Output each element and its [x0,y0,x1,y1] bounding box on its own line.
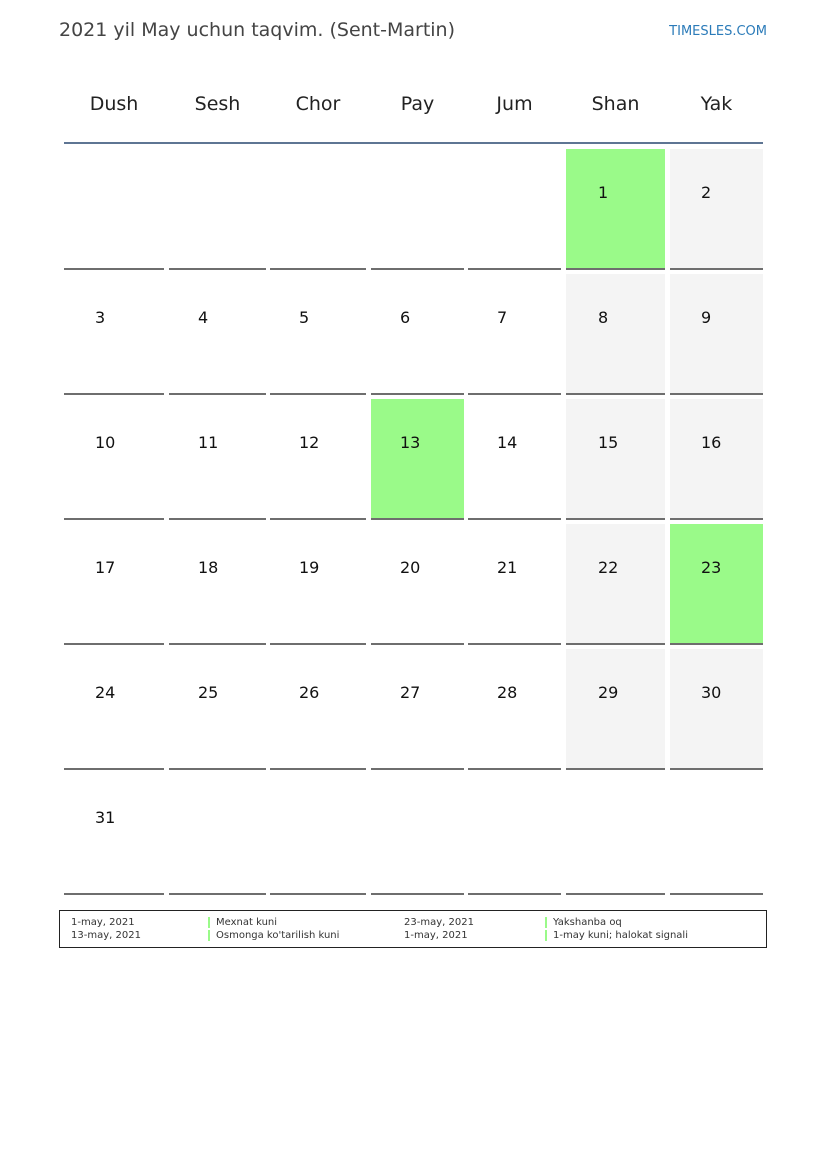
calendar-day-cell [270,274,366,395]
day-number: 17 [95,558,116,577]
weekday-label: Shan [591,93,640,115]
weekday-label: Chor [295,93,341,115]
calendar-day-cell [64,524,164,645]
day-number: 21 [497,558,518,577]
legend-color-marker [208,917,210,928]
holiday-legend [59,910,767,948]
calendar-day-cell [371,274,464,395]
calendar-empty-cell [169,145,266,270]
day-number: 31 [95,808,116,827]
day-number: 3 [95,308,106,327]
calendar-day-cell [670,649,763,770]
day-number: 29 [598,683,619,702]
day-number: 30 [701,683,722,702]
calendar-day-cell [566,649,665,770]
page-title: 2021 yil May uchun taqvim. (Sent-Martin) [59,19,456,41]
calendar-day-cell [270,649,366,770]
weekday-label: Sesh [194,93,241,115]
calendar-day-cell [270,524,366,645]
legend-holiday-name: Mexnat kuni [216,917,278,928]
day-number: 15 [598,433,619,452]
calendar-day-cell [64,649,164,770]
day-number: 10 [95,433,116,452]
calendar-empty-cell [64,145,164,270]
calendar-empty-cell [371,774,464,895]
calendar-day-cell [670,274,763,395]
calendar-day-cell [670,149,763,270]
legend-date: 1-may, 2021 [71,917,135,928]
calendar-empty-cell [169,774,266,895]
calendar-day-cell [371,649,464,770]
calendar-empty-cell [270,145,366,270]
day-number: 28 [497,683,518,702]
calendar-empty-cell [566,774,665,895]
legend-date: 1-may, 2021 [404,930,468,941]
day-number: 11 [198,433,219,452]
day-number: 9 [701,308,712,327]
calendar-day-cell [468,274,561,395]
calendar-day-cell [169,524,266,645]
calendar-day-cell [169,274,266,395]
day-number: 24 [95,683,116,702]
calendar-day-cell [566,524,665,645]
legend-holiday-name: 1-may kuni; halokat signali [553,930,688,941]
calendar-day-cell [270,399,366,520]
weekday-label: Dush [89,93,139,115]
brand-link[interactable]: TIMESLES.COM [669,24,767,39]
day-number: 25 [198,683,219,702]
day-number: 20 [400,558,421,577]
day-number: 5 [299,308,310,327]
day-number: 16 [701,433,722,452]
calendar-empty-cell [270,774,366,895]
legend-color-marker [208,930,210,941]
calendar-day-cell [64,399,164,520]
day-number: 27 [400,683,421,702]
legend-holiday-name: Yakshanba oq [553,917,622,928]
legend-color-marker [545,930,547,941]
day-number: 14 [497,433,518,452]
calendar-day-cell [169,649,266,770]
calendar-empty-cell [468,145,561,270]
calendar-day-cell [566,149,665,270]
legend-holiday-name: Osmonga ko'tarilish kuni [216,930,340,941]
day-number: 23 [701,558,722,577]
weekday-label: Pay [400,93,435,115]
calendar-day-cell [468,524,561,645]
day-number: 6 [400,308,411,327]
legend-color-marker [545,917,547,928]
day-number: 7 [497,308,508,327]
day-number: 2 [701,183,712,202]
calendar-day-cell [371,524,464,645]
calendar-day-cell [169,399,266,520]
calendar-empty-cell [670,774,763,895]
calendar-empty-cell [371,145,464,270]
legend-date: 23-may, 2021 [404,917,474,928]
day-number: 4 [198,308,209,327]
day-number: 13 [400,433,421,452]
calendar-day-cell [468,399,561,520]
day-number: 1 [598,183,609,202]
day-number: 19 [299,558,320,577]
calendar-day-cell [468,649,561,770]
calendar-day-cell [670,399,763,520]
weekday-header-row [64,85,763,144]
calendar-day-cell [64,274,164,395]
calendar-day-cell [670,524,763,645]
day-number: 18 [198,558,219,577]
day-number: 12 [299,433,320,452]
calendar-empty-cell [468,774,561,895]
calendar-day-cell [371,399,464,520]
day-number: 22 [598,558,619,577]
day-number: 8 [598,308,609,327]
day-number: 26 [299,683,320,702]
calendar-day-cell [566,399,665,520]
weekday-label: Jum [496,93,533,115]
calendar-day-cell [64,774,164,895]
weekday-label: Yak [700,93,733,115]
legend-date: 13-may, 2021 [71,930,141,941]
calendar-day-cell [566,274,665,395]
